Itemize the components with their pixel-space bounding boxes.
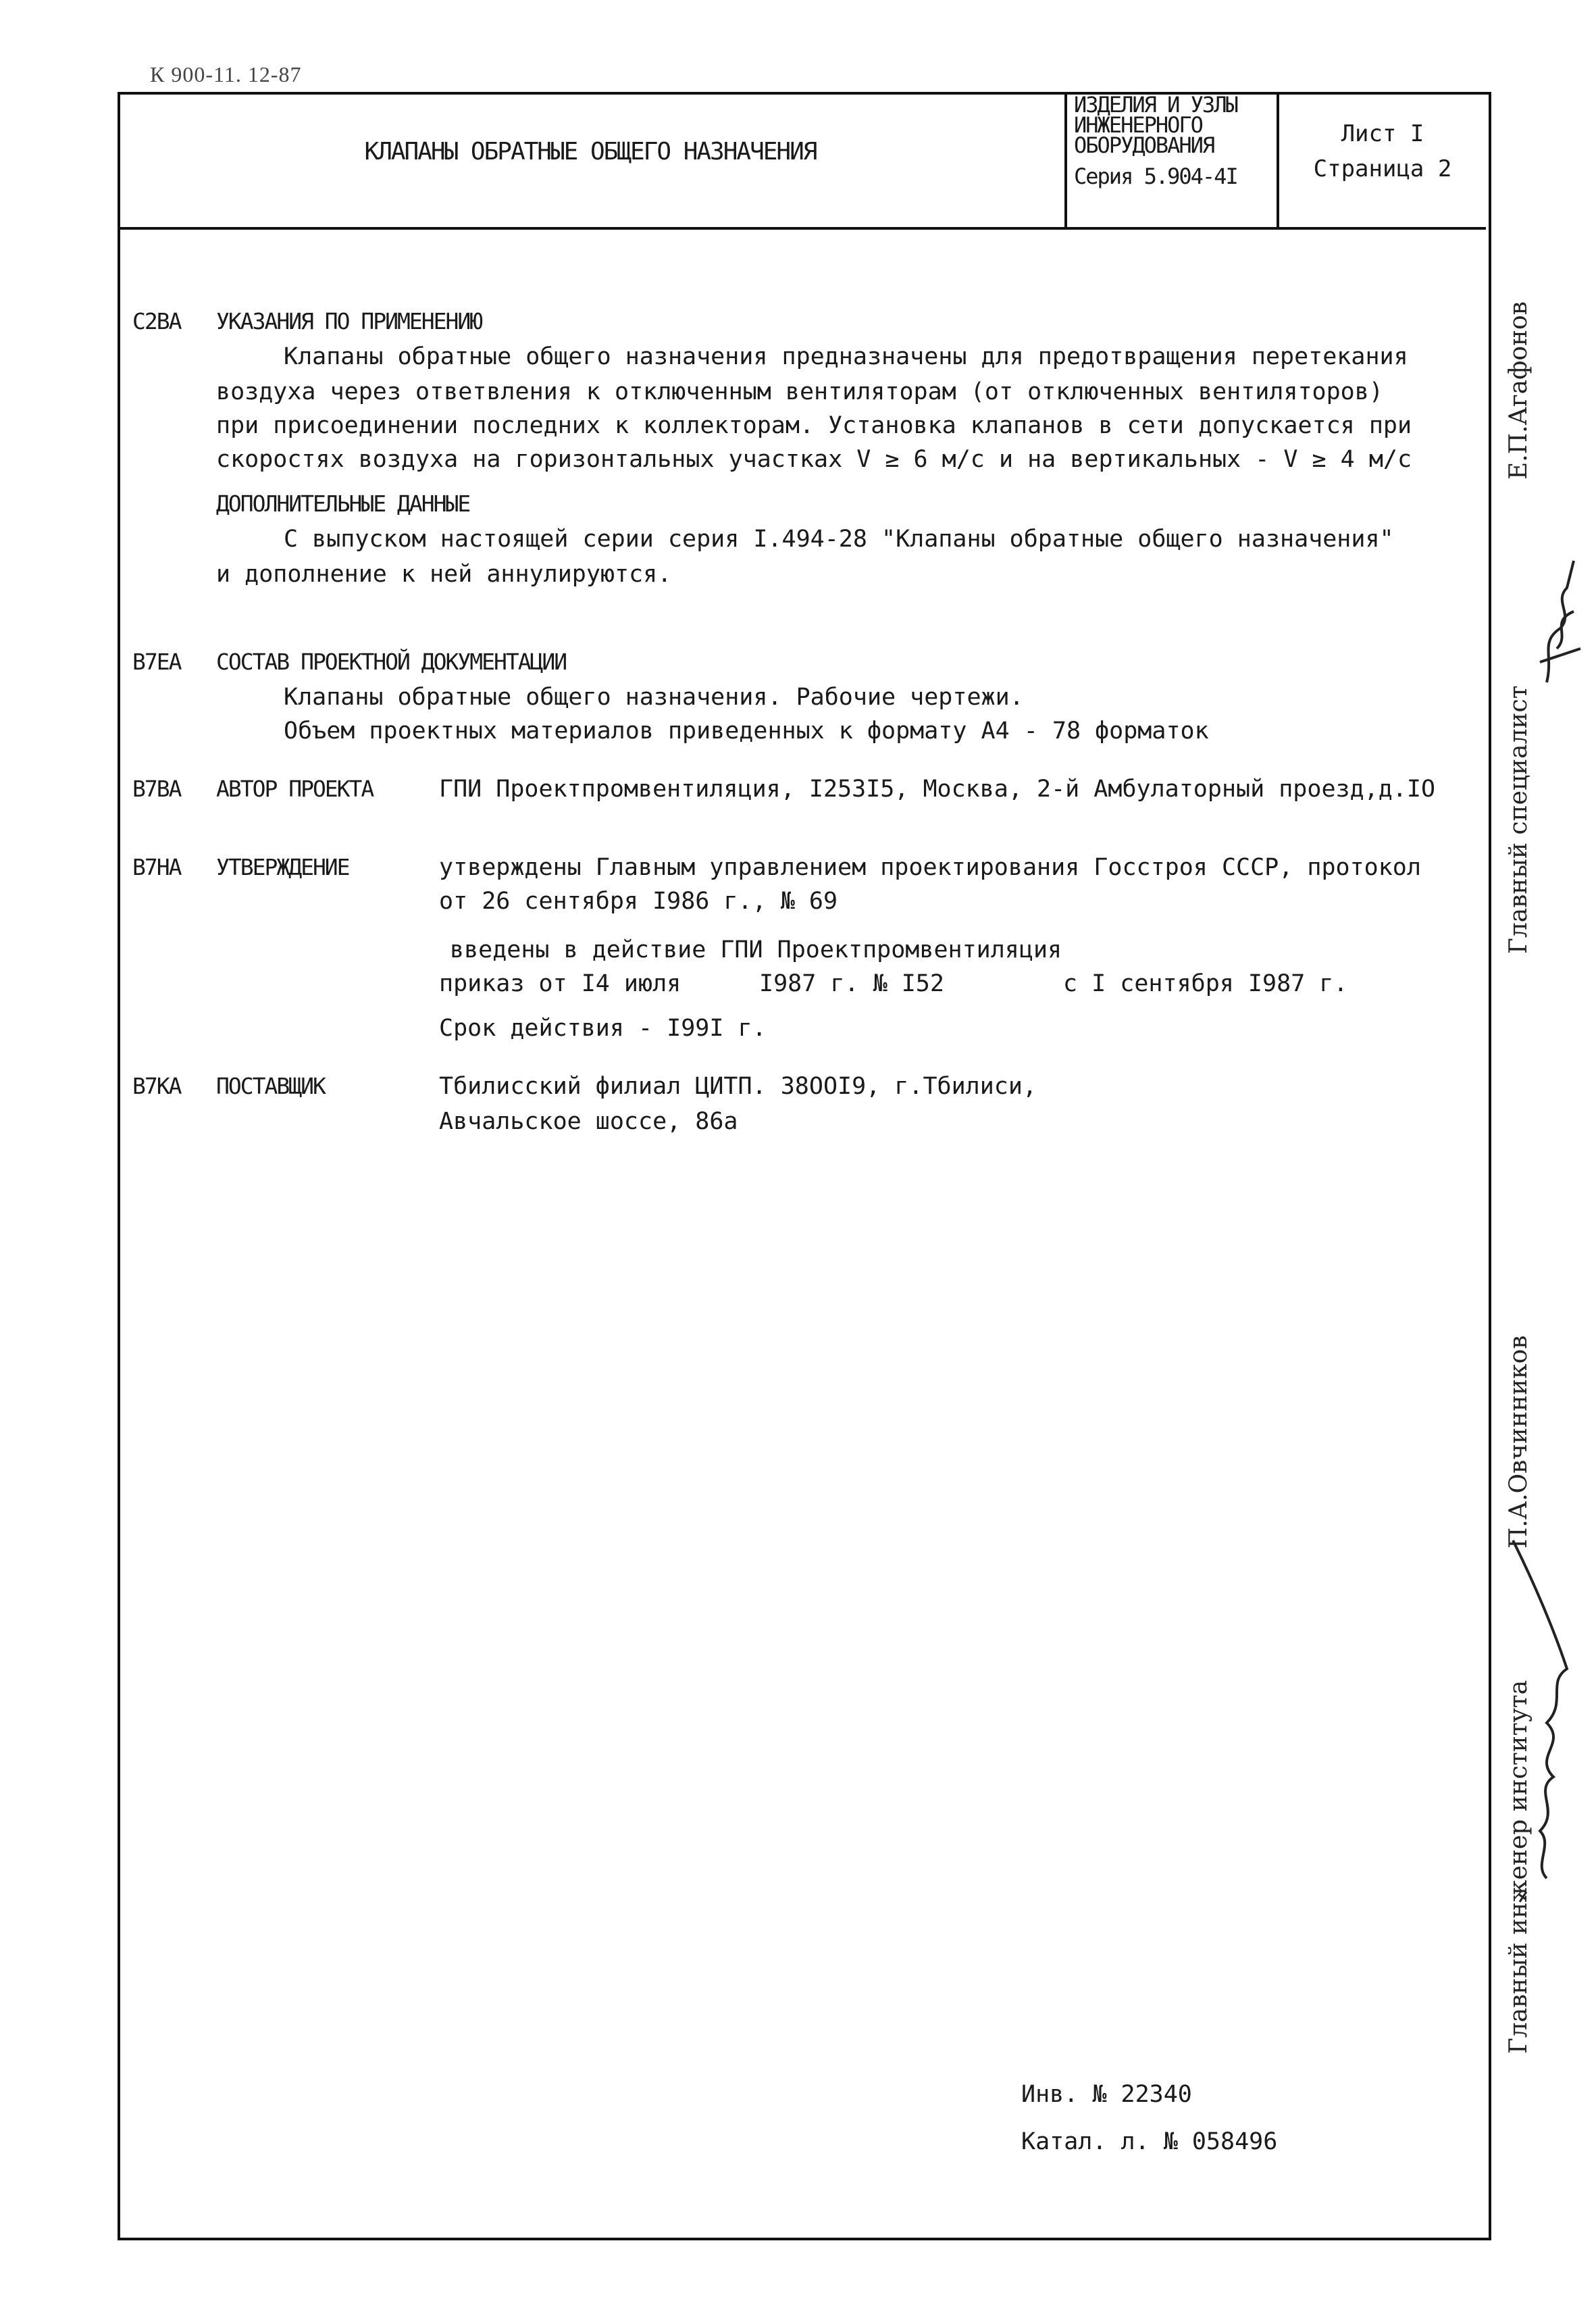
category-cell [1074, 92, 1277, 189]
category-line: ИЗДЕЛИЯ И УЗЛЫ [1074, 92, 1237, 118]
section-code: В7КА [132, 1073, 181, 1099]
approval-line: Срок действия - I99I г. [439, 1015, 767, 1042]
supplier-line: Авчальское шоссе, 86а [439, 1108, 738, 1135]
extra-line: С выпуском настоящей серии серия I.494-28 "Клапаны обратные общего назначения" [284, 526, 1394, 553]
chief-engineer-title: Главный инженер института [1505, 1680, 1533, 2054]
document-code: К 900-11. 12-87 [150, 62, 302, 86]
approval-order: с I сентября I987 г. [1063, 970, 1348, 997]
page-number: Страница 2 [1313, 155, 1452, 182]
approval-order: приказ от I4 июля [439, 970, 681, 997]
section-heading: УТВЕРЖДЕНИЕ [216, 854, 349, 880]
category-line: ОБОРУДОВАНИЯ [1074, 132, 1214, 158]
specialist-title: Главный специалист [1505, 685, 1533, 954]
section-heading: ПОСТАВЩИК [216, 1073, 325, 1099]
usage-line: скоростях воздуха на горизонтальных участках V ≥ 6 м/с и на вертикальных - V ≥ 4 м/с [216, 446, 1412, 473]
usage-line: Клапаны обратные общего назначения предназначены для предотвращения перетекания [284, 343, 1408, 370]
chief-engineer-name: П.А.Овчинников [1505, 1335, 1533, 1549]
sheet-cell [1279, 116, 1486, 186]
section-heading: ДОПОЛНИТЕЛЬНЫЕ ДАННЫЕ [216, 491, 470, 517]
specialist-name: Е.П.Агафонов [1505, 301, 1533, 480]
category-line: ИНЖЕНЕРНОГО [1074, 112, 1202, 138]
series-number: Серия 5.904-4I [1074, 164, 1237, 189]
section-heading: УКАЗАНИЯ ПО ПРИМЕНЕНИЮ [216, 308, 482, 334]
author-text: ГПИ Проектпромвентиляция, I253I5, Москва, 2-й Амбулаторный проезд,д.IO [439, 776, 1436, 803]
section-heading: АВТОР ПРОЕКТА [216, 776, 374, 802]
section-code: С2ВА [132, 308, 181, 334]
extra-line: и дополнение к ней аннулируются. [216, 561, 672, 588]
title-block [118, 92, 1486, 230]
docs-line: Клапаны обратные общего назначения. Рабочие чертежи. [284, 684, 1024, 711]
approval-line: утверждены Главным управлением проектирования Госстроя СССР, протокол [439, 854, 1421, 881]
approval-line: введены в действие ГПИ Проектпромвентиляция [450, 936, 1062, 963]
supplier-line: Тбилисский филиал ЦИТП. 38OOI9, г.Тбилиси, [439, 1073, 1037, 1100]
approval-order: I987 г. № I52 [759, 970, 944, 997]
chief-engineer-signature [1506, 1527, 1587, 1905]
approval-line: от 26 сентября I986 г., № 69 [439, 888, 838, 915]
inventory-number: Инв. № 22340 [1021, 2081, 1192, 2108]
section-code: В7ВА [132, 776, 181, 802]
specialist-signature [1533, 547, 1587, 689]
sheet-number: Лист I [1341, 120, 1424, 147]
docs-line: Объем проектных материалов приведенных к формату А4 - 78 форматок [284, 718, 1209, 745]
usage-line: при присоединении последних к коллекторам. Установка клапанов в сети допускается при [216, 412, 1412, 439]
usage-line: воздуха через ответвления к отключенным вентиляторам (от отключенных вентиляторов) [216, 378, 1383, 405]
title-block-divider [1064, 92, 1067, 227]
section-heading: СОСТАВ ПРОЕКТНОЙ ДОКУМЕНТАЦИИ [216, 649, 567, 675]
section-code: В7ЕА [132, 649, 181, 675]
catalog-number: Катал. л. № 058496 [1021, 2128, 1278, 2155]
document-title: КЛАПАНЫ ОБРАТНЫЕ ОБЩЕГО НАЗНАЧЕНИЯ [364, 138, 817, 166]
section-code: В7НА [132, 854, 181, 880]
